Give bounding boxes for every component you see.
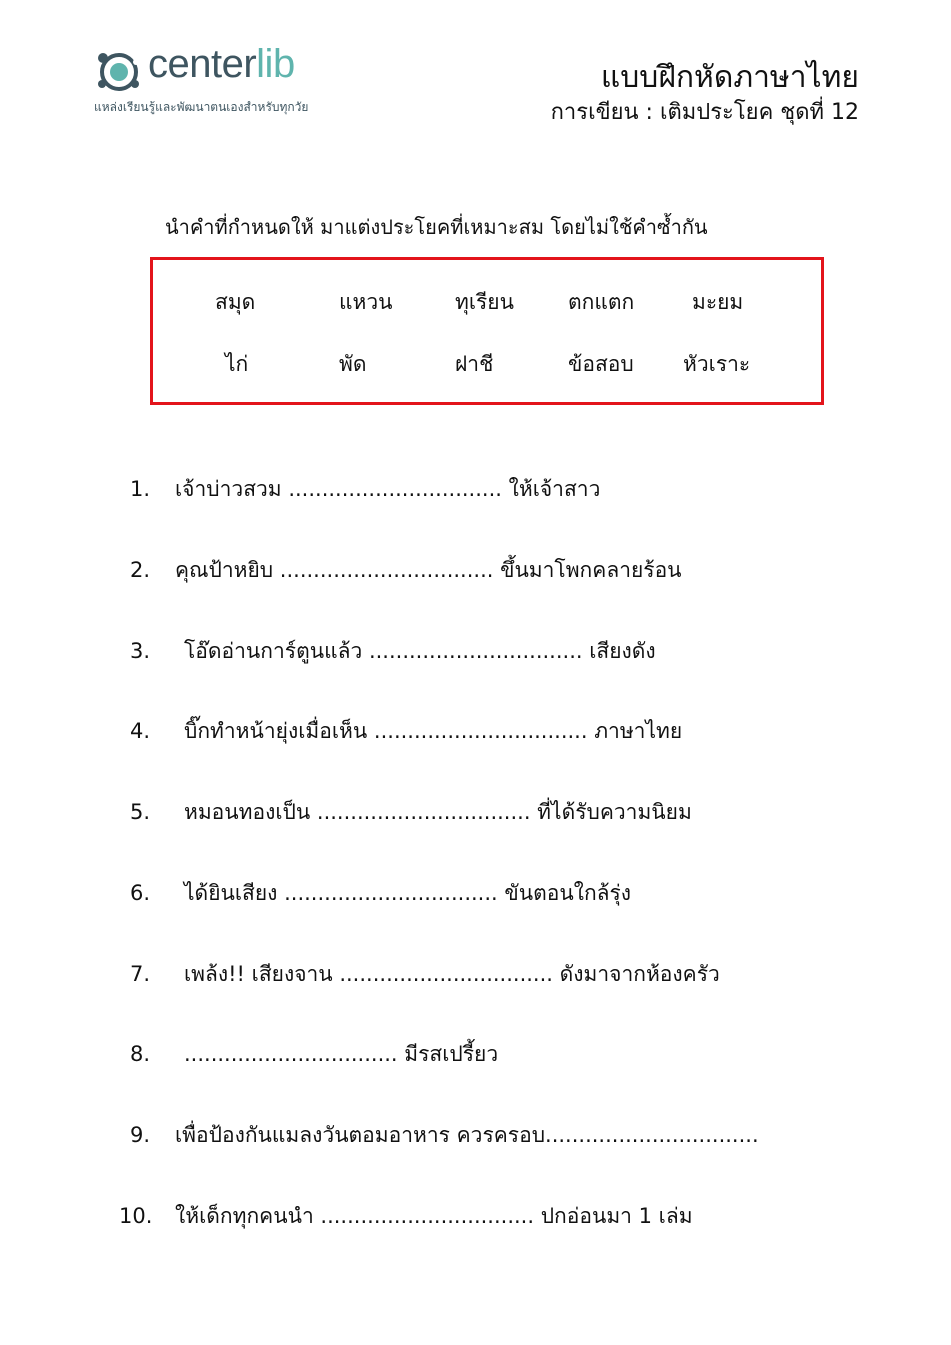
instruction-text: นำคำที่กำหนดให้ มาแต่งประโยคที่เหมาะสม โดยไม่ใช้คำซ้ำกัน	[165, 215, 708, 239]
logo-word-main: center	[148, 42, 257, 86]
question-number: 1.	[130, 477, 151, 501]
question-text: โอ๊ดอ่านการ์ตูนแล้ว ................................ เสียงดัง	[184, 639, 656, 663]
logo	[92, 40, 352, 130]
word-bank-item: ทุเรียน	[455, 290, 514, 314]
question-text: ได้ยินเสียง ................................ ขันตอนใกล้รุ่ง	[184, 881, 632, 905]
header-titles	[551, 58, 859, 128]
question-number: 10.	[119, 1204, 153, 1228]
question-number: 3.	[130, 639, 151, 663]
question-text: ................................ มีรสเปรี้ยว	[184, 1042, 499, 1066]
word-bank-box	[150, 257, 824, 405]
question-text: บิ๊กทำหน้ายุ่งเมื่อเห็น ................................ ภาษาไทย	[184, 719, 683, 743]
word-bank-item: ข้อสอบ	[568, 352, 634, 376]
word-bank-item: สมุด	[215, 290, 256, 314]
question-number: 5.	[130, 800, 151, 824]
question-text: คุณป้าหยิบ ................................ ขึ้นมาโพกคลายร้อน	[175, 558, 682, 582]
word-bank-item: พัด	[339, 352, 367, 376]
question-text: ให้เด็กทุกคนนำ ................................ ปกอ่อนมา 1 เล่ม	[175, 1204, 693, 1228]
question-number: 2.	[130, 558, 151, 582]
question-text: เพล้ง!! เสียงจาน ................................ ดังมาจากห้องครัว	[184, 962, 720, 986]
question-text: หมอนทองเป็น ................................ ที่ได้รับความนิยม	[184, 800, 692, 824]
word-bank-item: ไก่	[225, 352, 249, 376]
question-number: 9.	[130, 1123, 151, 1147]
word-bank-item: ฝาชี	[455, 352, 494, 376]
page-title: แบบฝึกหัดภาษาไทย	[600, 60, 859, 95]
logo-mark-icon	[92, 44, 146, 98]
word-bank-item: ตกแตก	[568, 290, 635, 314]
logo-word-accent: lib	[256, 42, 295, 86]
word-bank-item: หัวเราะ	[683, 352, 751, 376]
logo-wordmark	[148, 42, 295, 87]
word-bank-item: มะยม	[692, 290, 744, 314]
logo-tagline: แหล่งเรียนรู้และพัฒนาตนเองสำหรับทุกวัย	[94, 100, 309, 114]
question-number: 6.	[130, 881, 151, 905]
page-subtitle: การเขียน : เติมประโยค ชุดที่ 12	[550, 100, 859, 125]
question-number: 8.	[130, 1042, 151, 1066]
question-number: 7.	[130, 962, 151, 986]
question-text: เพื่อป้องกันแมลงวันตอมอาหาร ควรครอบ................................	[175, 1123, 759, 1147]
word-bank-item: แหวน	[339, 290, 393, 314]
question-number: 4.	[130, 719, 151, 743]
question-text: เจ้าบ่าวสวม ................................ ให้เจ้าสาว	[175, 477, 601, 501]
